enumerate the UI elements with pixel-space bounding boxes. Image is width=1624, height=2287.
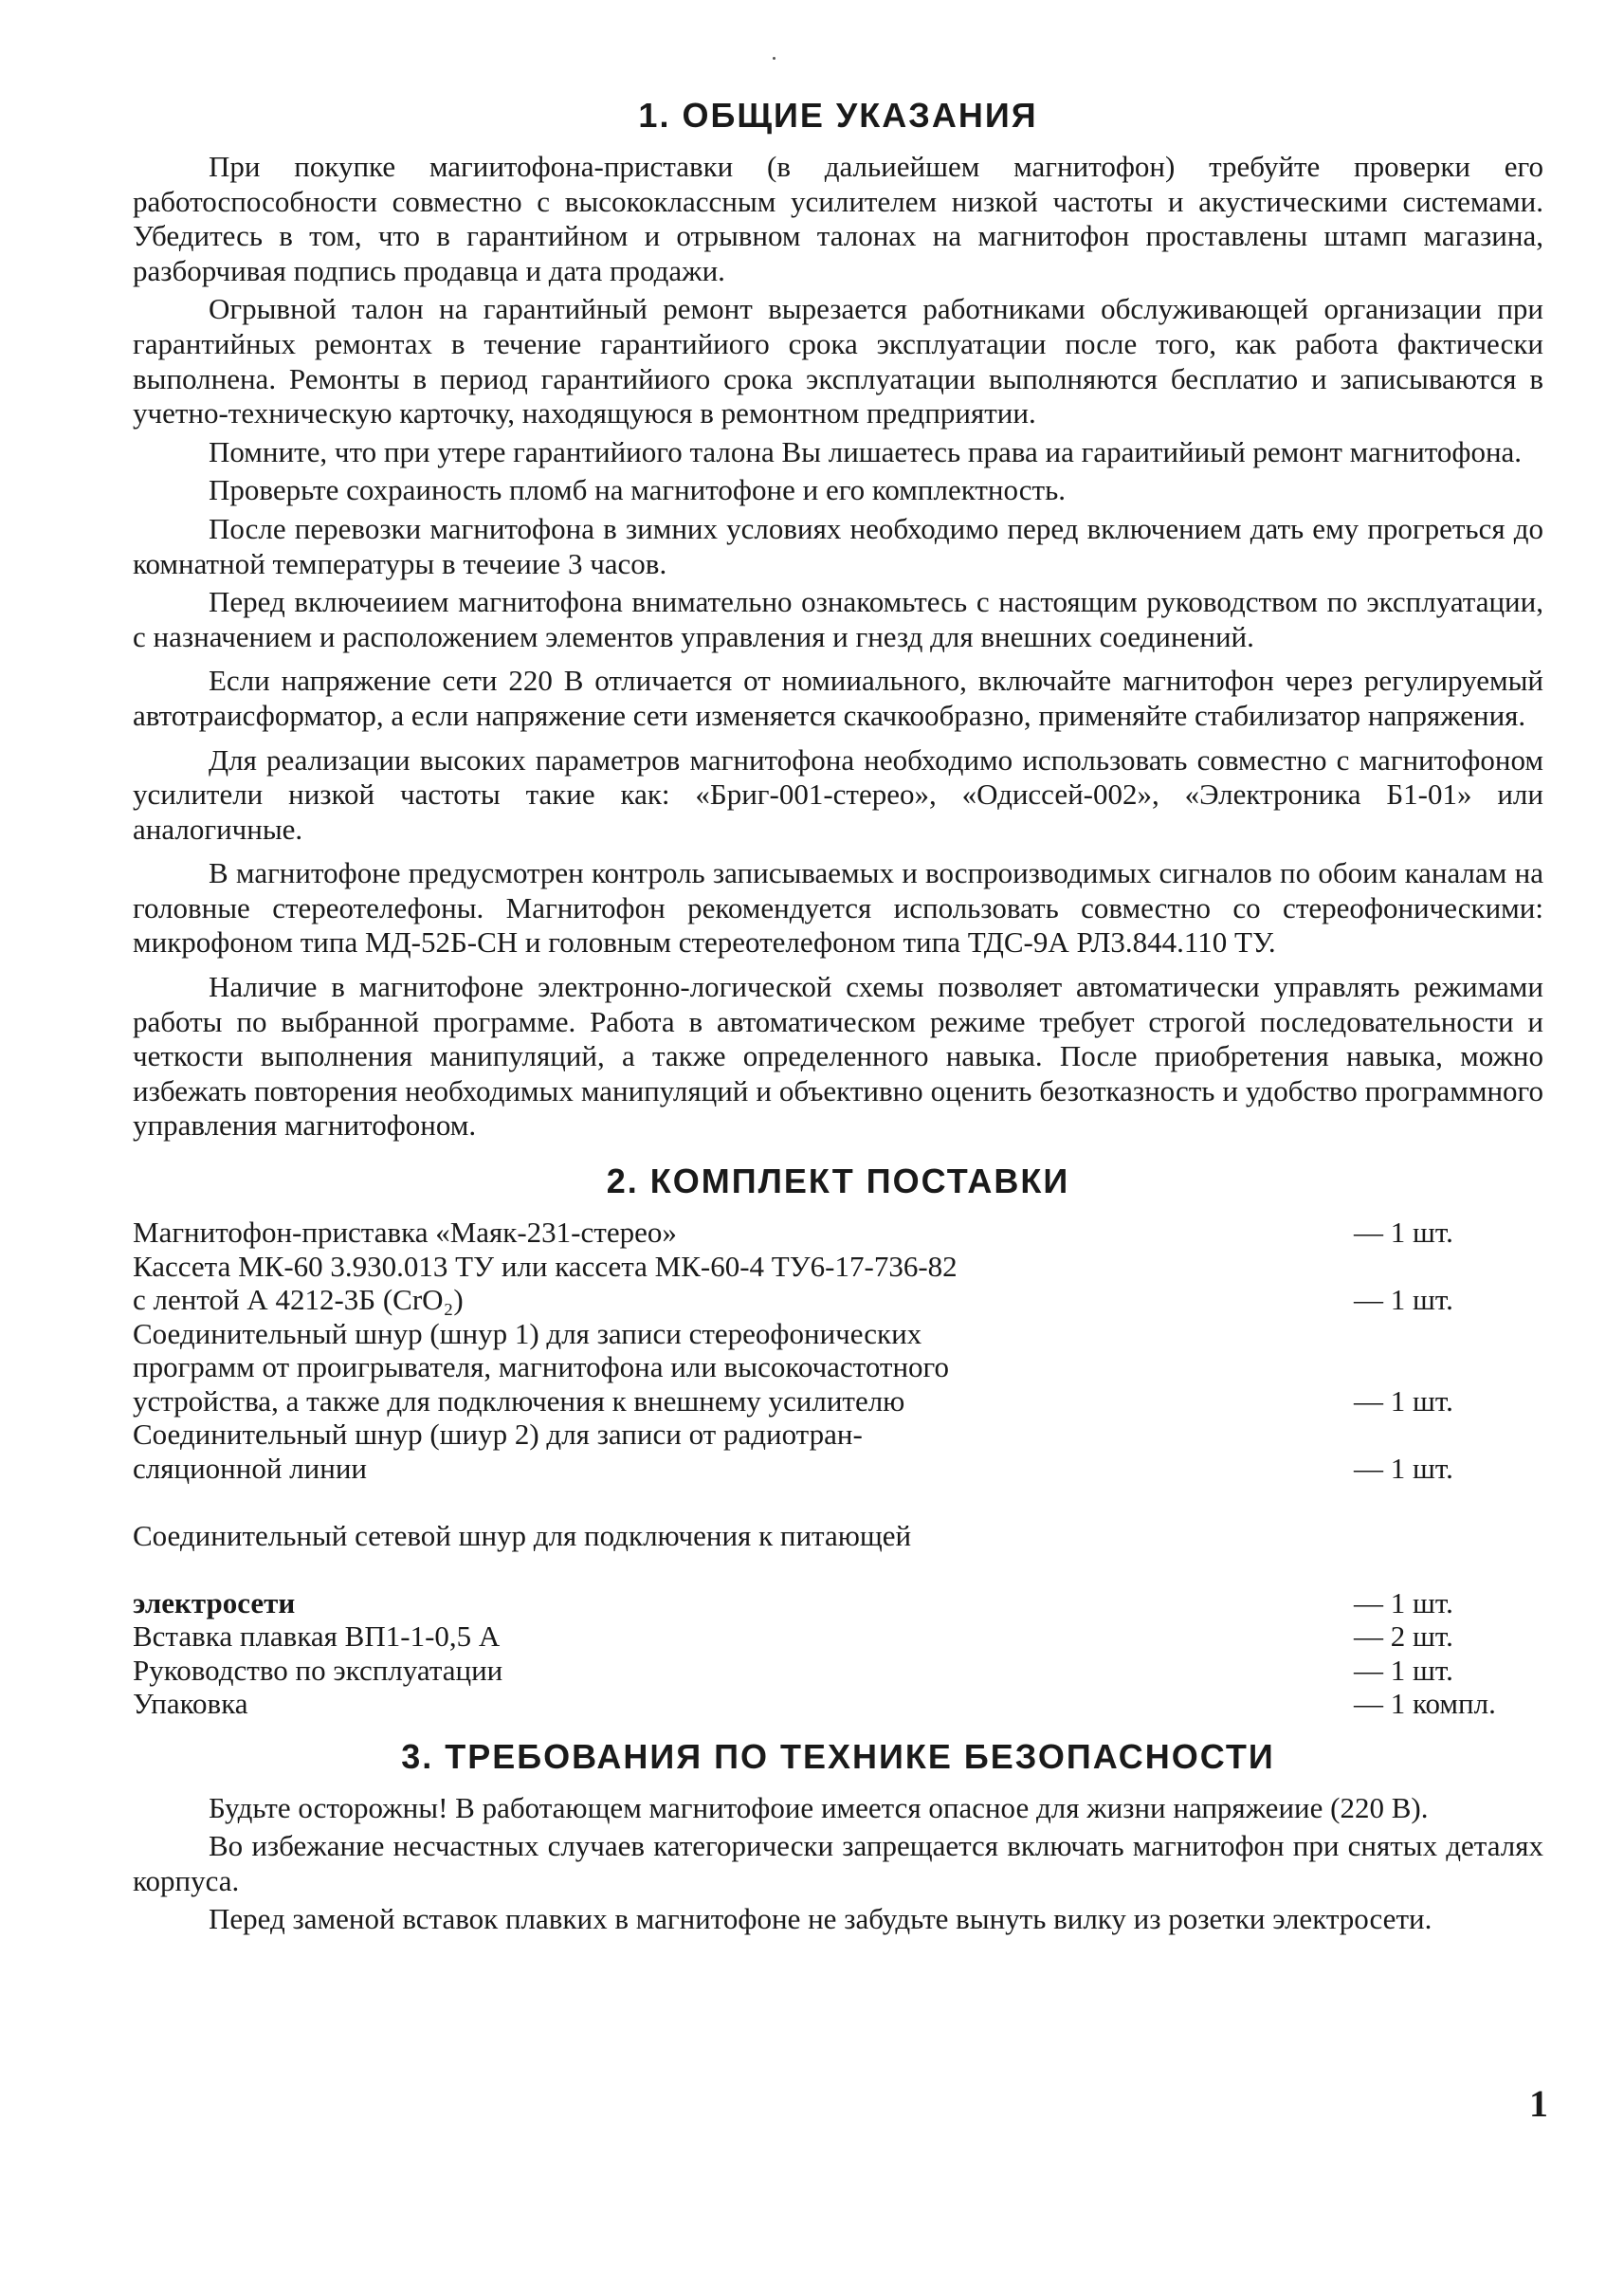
section-1-paragraph: При покупке магиитофона-приставки (в дальиейшем магнитофон) требуйте проверки его работоспособности совместно с высококлассным усилителем низкой частоты и акустическими системами. Убедитесь в том, что в гарантийном и отрывном талонах на магнитофон проставлены штамп магазина, разборчивая подпись продавца и дата продажи. bbox=[133, 150, 1543, 287]
kit-item-description-bold: электросети bbox=[133, 1585, 296, 1619]
kit-item-description: Вставка плавкая ВП1-1-0,5 А bbox=[133, 1619, 501, 1654]
kit-item bbox=[133, 1418, 1543, 1485]
kit-item bbox=[133, 1317, 1543, 1418]
kit-item-quantity: — 1 шт. bbox=[1354, 1451, 1453, 1485]
kit-item-quantity: — 1 шт. bbox=[1354, 1383, 1453, 1418]
section-1-paragraph: Наличие в магнитофоне электронно-логической схемы позволяет автоматически управлять режимами работы по выбранной программе. Работа в автоматическом режиме требует строгой последовательности и четкости выполнения манипуляций, а также определенного навыка. После приобретения навыка, можно избежать повторения необходимых манипуляций и объективно оценить безотказность и удобство программного управления магнитофоном. bbox=[133, 970, 1543, 1143]
section-1-paragraph: Перед включеиием магнитофона внимательно ознакомьтесь с настоящим руководством по эксплуатации, с назначением и расположением элементов управления и гнезд для внешних соединений. bbox=[133, 585, 1543, 653]
section-3-paragraph: Перед заменой вставок плавких в магнитофоне не забудьте вынуть вилку из розетки электросети. bbox=[209, 1902, 1432, 1936]
delivery-kit-list bbox=[133, 1216, 1543, 1721]
kit-item bbox=[133, 1485, 1543, 1619]
section-1-paragraph: Огрывной талон на гарантийный ремонт вырезается работниками обслуживающей организации при гарантийных ремонтах в течение гарантийиого срока эксплуатации после того, как работа фактически выполнена. Ремонты в период гарантийиого срока эксплуатации выполняются бесплатио и записываются в учетно-техническую карточку, находящуюся в ремонтном предприятии. bbox=[133, 292, 1543, 430]
kit-item bbox=[133, 1687, 1543, 1721]
kit-item bbox=[133, 1619, 1543, 1654]
section-1-paragraph: Помните, что при утере гарантийиого талона Вы лишаетесь права иа гараитийиый ремонт магнитофона. bbox=[209, 434, 1523, 468]
kit-item-description: Руководство по эксплуатации bbox=[133, 1653, 503, 1687]
section-3-paragraph: Будьте осторожны! В работающем магнитофоие имеется опасное для жизни напряжеиие (220 В). bbox=[209, 1790, 1429, 1824]
kit-item bbox=[133, 1216, 1543, 1250]
kit-item-quantity: — 1 шт. bbox=[1354, 1283, 1453, 1317]
kit-item-description: Магнитофон-приставка «Маяк-231-стерео» bbox=[133, 1216, 677, 1250]
kit-item-quantity: — 1 шт. bbox=[1354, 1585, 1453, 1619]
kit-item-description: Упаковка bbox=[133, 1687, 248, 1721]
kit-item-quantity: — 1 компл. bbox=[1354, 1687, 1496, 1721]
kit-item bbox=[133, 1250, 1543, 1317]
section-1-paragraph: После перевозки магнитофона в зимних условиях необходимо перед включением дать ему прогреться до комнатной температуры в течеиие 3 часов. bbox=[133, 511, 1543, 580]
kit-item-description: Соединительный шнур (шнур 1) для записи стереофонических программ от проигрывателя, магнитофона или высокочастотного устройства, а также для подключения к внешнему усилителю bbox=[133, 1316, 949, 1418]
section-1-paragraph: Если напряжение сети 220 В отличается от номииального, включайте магнитофон через регулируемый автотраисформатор, а если напряжение сети изменяется скачкообразно, применяйте стабилизатор напряжения. bbox=[133, 664, 1543, 732]
document-page bbox=[133, 95, 1543, 1941]
section-1-paragraph: В магнитофоне предусмотрен контроль записываемых и воспроизводимых сигналов по обоим каналам на головные стереотелефоны. Магнитофон рекомендуется использовать совместно со стереофоническими: микрофоном типа МД-52Б-СН и головным стереотелефоном типа ТДС-9А РЛ3.844.110 ТУ. bbox=[133, 856, 1543, 960]
kit-item-description: Соединительный шнур (шиур 2) для записи от радиотран- сляционной линии bbox=[133, 1418, 863, 1485]
kit-item-quantity: — 2 шт. bbox=[1354, 1619, 1453, 1654]
kit-item-quantity: — 1 шт. bbox=[1354, 1216, 1453, 1250]
kit-item-description bbox=[133, 1485, 1299, 1619]
kit-item-description-main: Соединительный сетевой шнур для подключения к питающей bbox=[133, 1518, 912, 1552]
kit-item-description: Кассета МК-60 3.930.013 ТУ или кассета МК-60-4 ТУ6-17-736-82 с лентой А 4212-3Б (CrO₂) bbox=[133, 1249, 958, 1317]
section-1-title: 1. ОБЩИЕ УКАЗАНИЯ bbox=[638, 96, 1038, 135]
section-1-paragraph: Проверьте сохраиность пломб на магнитофоне и его комплектность. bbox=[209, 473, 1066, 507]
stray-mark bbox=[773, 57, 776, 60]
section-1-paragraph: Для реализации высоких параметров магнитофона необходимо использовать совместно с магнитофоном усилители низкой частоты такие как: «Бриг-001-стерео», «Одиссей-002», «Электроника Б1-01» или аналогичные. bbox=[133, 742, 1543, 846]
page-number: 1 bbox=[1529, 2082, 1548, 2125]
kit-item bbox=[133, 1654, 1543, 1688]
section-2-title: 2. КОМПЛЕКТ ПОСТАВКИ bbox=[606, 1162, 1070, 1201]
kit-item-quantity: — 1 шт. bbox=[1354, 1653, 1453, 1687]
section-3-paragraph: Во избежание несчастных случаев категорически запрещается включать магнитофон при снятых деталях корпуса. bbox=[133, 1829, 1543, 1897]
section-3-title: 3. ТРЕБОВАНИЯ ПО ТЕХНИКЕ БЕЗОПАСНОСТИ bbox=[401, 1736, 1275, 1776]
